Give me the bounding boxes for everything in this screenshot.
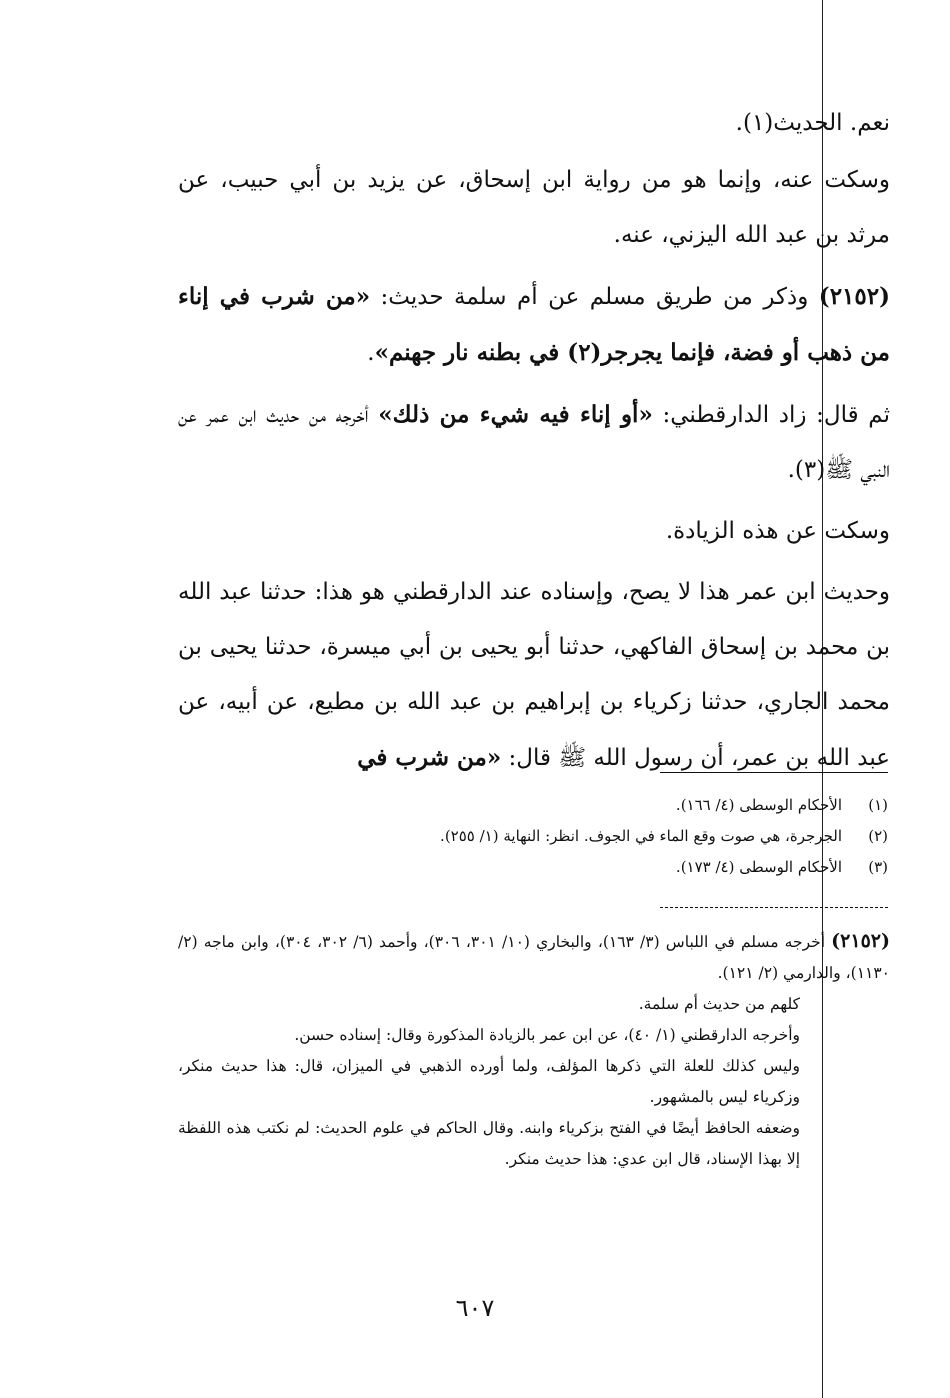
- hadith-number-label: (٢١٥٢): [818, 283, 890, 310]
- paragraph-3: [178, 269, 890, 381]
- commentary-line-5: وضعفه الحافظ أيضًا في الفتح بزكرياء وابنه. وقال الحاكم في علوم الحديث: لم نكتب هذه اللفظة إلا بهذا الإسناد، قال ابن عدي: هذا حديث منكر.: [178, 1119, 800, 1168]
- hadith-quote-1: «من شرب في إناء من ذهب أو فضة، فإنما يجرجر(٢) في بطنه نار جهنم»: [178, 283, 890, 366]
- commentary-text-1: أخرجه مسلم في اللباس (٣/ ١٦٣)، والبخاري (١٠/ ٣٠١، ٣٠٦)، وأحمد (٦/ ٣٠٢، ٣٠٤)، وابن ماجه (٢/ ١١٣٠)، والدارمي (٢/ ١٢١).: [178, 933, 890, 982]
- footnotes: [168, 790, 888, 883]
- footnote-item: [168, 852, 888, 883]
- paragraph-3-intro: وذكر من طريق مسلم عن أم سلمة حديث:: [370, 284, 819, 310]
- footnote-text: الأحكام الوسطى (٤/ ١٦٦).: [675, 796, 842, 814]
- commentary: [178, 926, 890, 1175]
- hadith-quote-3: «من شرب في: [357, 744, 502, 771]
- page-number: ٦٠٧: [455, 1294, 495, 1322]
- paragraph-3-end: .: [367, 340, 375, 366]
- main-text: [178, 96, 890, 792]
- footnote-item: [168, 821, 888, 852]
- commentary-line-1: [178, 926, 890, 989]
- commentary-line-2: كلهم من حديث أم سلمة.: [638, 995, 800, 1013]
- footnote-text: الأحكام الوسطى (٤/ ١٧٣).: [675, 858, 842, 876]
- footnote-text: الجرجرة، هي صوت وقع الماء في الجوف. انظر: النهاية (١/ ٢٥٥).: [440, 827, 842, 845]
- footnote-separator: [660, 772, 888, 773]
- paragraph-4-end: أخرجه من حديث ابن عمر عن النبي ﷺ(٣).: [178, 402, 890, 483]
- commentary-line-4: وليس كذلك للعلة التي ذكرها المؤلف، ولما أورده الذهبي في الميزان، قال: هذا حديث منكر، وزكرياء ليس بالمشهور.: [178, 1057, 800, 1106]
- paragraph-4-intro: ثم قال: زاد الدارقطني:: [652, 402, 890, 428]
- commentary-line-3: وأخرجه الدارقطني (١/ ٤٠)، عن ابن عمر بالزيادة المذكورة وقال: إسناده حسن.: [294, 1026, 800, 1044]
- paragraph-6: [178, 565, 890, 786]
- footnote-item: [168, 790, 888, 821]
- paragraph-5: وسكت عن هذه الزيادة.: [665, 518, 890, 544]
- hadith-quote-2: «أو إناء فيه شيء من ذلك»: [378, 401, 653, 428]
- paragraph-4: [178, 387, 890, 498]
- commentary-number-label: (٢١٥٢): [831, 930, 890, 952]
- footnote-number: (١): [868, 796, 888, 814]
- paragraph-6-text: وحديث ابن عمر هذا لا يصح، وإسناده عند الدارقطني هو هذا: حدثنا عبد الله بن محمد بن إسحاق الفاكهي، حدثنا أبو يحيى بن أبي ميسرة، حدثنا يحيى بن محمد الجاري، حدثنا زكرياء بن إبراهيم بن عبد الله بن مطيع، عن أبيه، عن عبد الله بن عمر، أن رسول الله ﷺ قال:: [178, 579, 890, 771]
- paragraph-1: نعم. الحديث(١).: [735, 110, 890, 136]
- paragraph-2: وسكت عنه، وإنما هو من رواية ابن إسحاق، عن يزيد بن أبي حبيب، عن مرثد بن عبد الله اليزني، عنه.: [178, 167, 890, 248]
- commentary-separator: [660, 907, 888, 908]
- footnote-number: (٣): [868, 858, 888, 876]
- footnote-number: (٢): [868, 827, 888, 845]
